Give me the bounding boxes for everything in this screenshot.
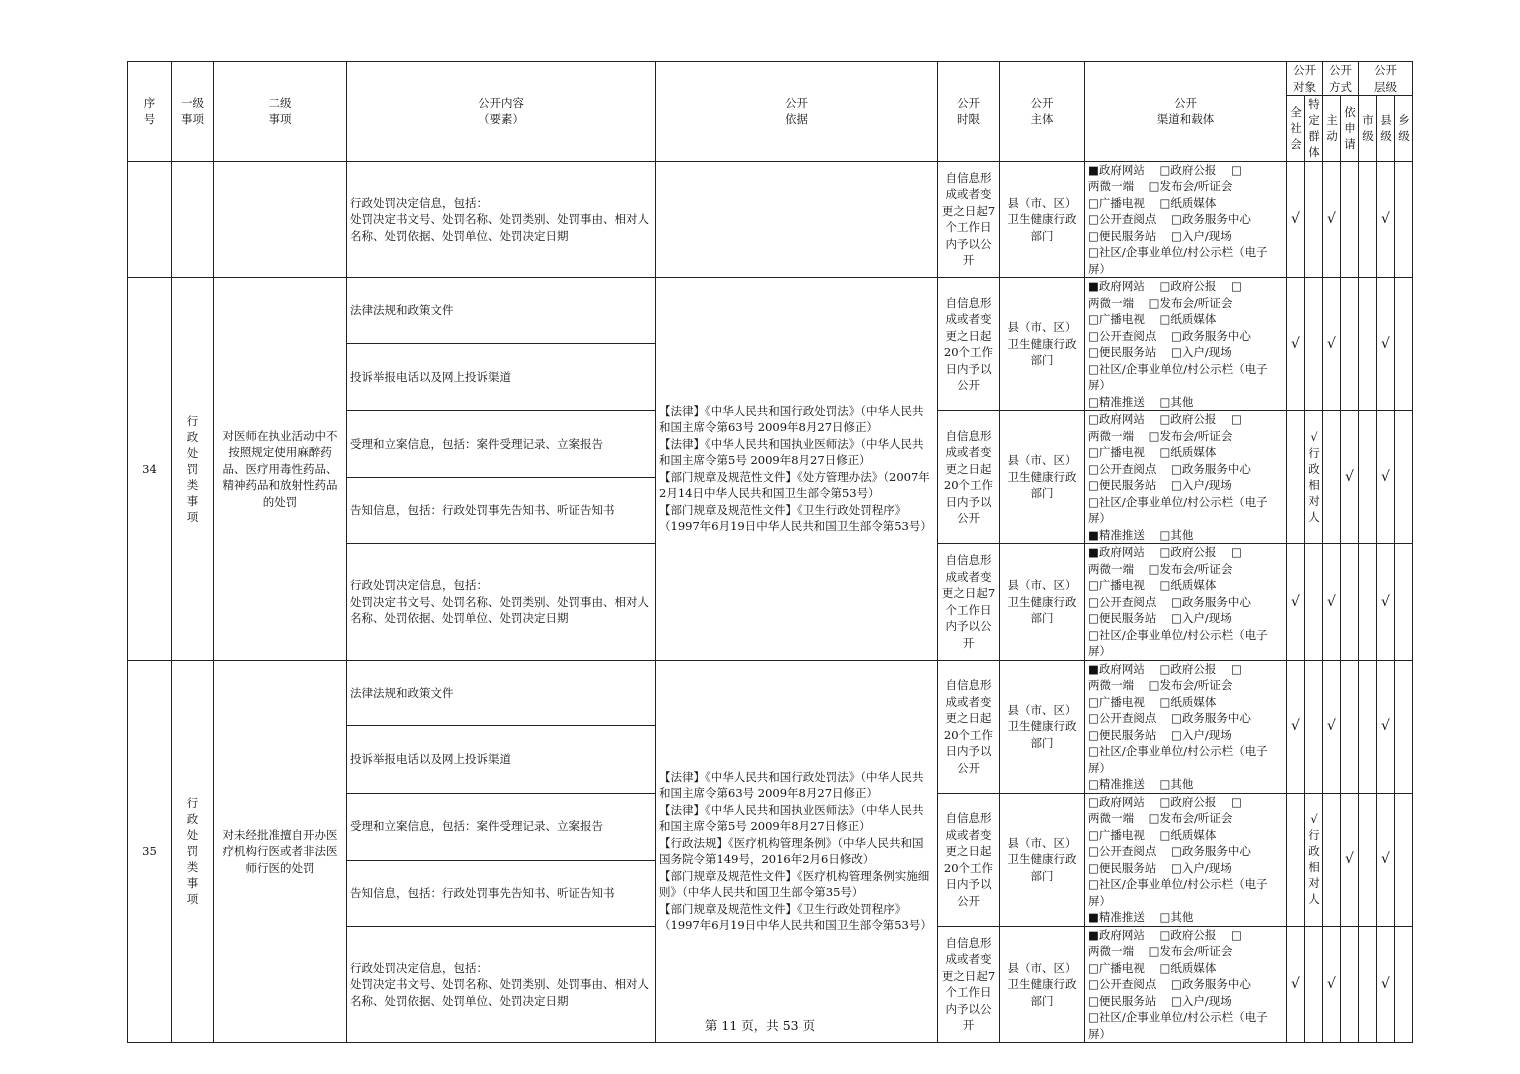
channel-cell: ■政府网站 □政府公报 □ 两微一端 □发布会/听证会 □广播电视 □纸质媒体 □公开查阅点 □政务服务中心 □便民服务站 □入户/现场 □社区/企事业单位/村公示栏（电子 屏） □精准推送 □其他 (1085, 278, 1287, 411)
subject-cell: 县（市、区）卫生健康行政部门 (1000, 926, 1085, 1043)
table-row (128, 660, 1413, 726)
header-level: 公开 层级 (1359, 62, 1413, 96)
header-level2: 二级 事项 (214, 62, 347, 162)
seq-cell (128, 161, 172, 278)
table-row (128, 278, 1413, 344)
header-level1: 一级 事项 (172, 62, 214, 162)
check-specific: √ 行 政 相 对 人 (1305, 793, 1323, 926)
content-cell: 法律法规和政策文件 (347, 278, 656, 344)
check-county: √ (1377, 161, 1395, 278)
check-active (1323, 793, 1341, 926)
check-all-society: √ (1287, 660, 1305, 793)
content-cell: 告知信息，包括：行政处罚事先告知书、听证告知书 (347, 860, 656, 926)
check-on-request: √ (1341, 793, 1359, 926)
content-cell: 行政处罚决定信息，包括： 处罚决定书文号、处罚名称、处罚类别、处罚事由、相对人名称、处罚依据、处罚单位、处罚决定日期 (347, 926, 656, 1043)
check-active: √ (1323, 544, 1341, 661)
check-county: √ (1377, 793, 1395, 926)
level2-cell: 对未经批准擅自开办医疗机构行医或者非法医师行医的处罚 (214, 660, 347, 1043)
check-specific: √ 行 政 相 对 人 (1305, 411, 1323, 544)
channel-cell: ■政府网站 □政府公报 □ 两微一端 □发布会/听证会 □广播电视 □纸质媒体 □公开查阅点 □政务服务中心 □便民服务站 □入户/现场 □社区/企事业单位/村公示栏（电子 屏） (1085, 161, 1287, 278)
content-cell: 告知信息，包括：行政处罚事先告知书、听证告知书 (347, 478, 656, 544)
content-cell: 受理和立案信息，包括：案件受理记录、立案报告 (347, 793, 656, 860)
seq-cell: 34 (128, 278, 172, 661)
header-seq: 序 号 (128, 62, 172, 162)
check-active (1323, 411, 1341, 544)
check-county: √ (1377, 544, 1395, 661)
time-cell: 自信息形成或者变更之日起20个工作日内予以公开 (938, 660, 1000, 793)
channel-cell: ■政府网站 □政府公报 □ 两微一端 □发布会/听证会 □广播电视 □纸质媒体 □公开查阅点 □政务服务中心 □便民服务站 □入户/现场 □社区/企事业单位/村公示栏（电子 屏） (1085, 544, 1287, 661)
check-on-request (1341, 278, 1359, 411)
subject-cell: 县（市、区）卫生健康行政部门 (1000, 544, 1085, 661)
header-on-request: 依申请 (1341, 96, 1359, 162)
check-township (1395, 161, 1413, 278)
check-county: √ (1377, 926, 1395, 1043)
basis-cell: 【法律】《中华人民共和国行政处罚法》（中华人民共和国主席令第63号 2009年8月27日修正） 【法律】《中华人民共和国执业医师法》（中华人民共和国主席令第5号 2009年8月27日修正） 【行政法规】《医疗机构管理条例》（中华人民共和国国务院令第149号，2016年2月6日修改） 【部门规章及规范性文件】《医疗机构管理条例实施细则》（中华人民共和国卫生部令第35号） 【部门规章及规范性文件】《卫生行政处罚程序》（1997年6月19日中华人民共和国卫生部令第53号） (656, 660, 938, 1043)
check-county: √ (1377, 660, 1395, 793)
check-on-request: √ (1341, 411, 1359, 544)
subject-cell: 县（市、区）卫生健康行政部门 (1000, 660, 1085, 793)
check-all-society (1287, 411, 1305, 544)
check-township (1395, 660, 1413, 793)
header-township: 乡级 (1395, 96, 1413, 162)
header-time: 公开 时限 (938, 62, 1000, 162)
check-city (1359, 161, 1377, 278)
header-method: 公开 方式 (1323, 62, 1359, 96)
check-city (1359, 278, 1377, 411)
subject-cell: 县（市、区）卫生健康行政部门 (1000, 278, 1085, 411)
check-all-society: √ (1287, 161, 1305, 278)
check-specific (1305, 544, 1323, 661)
header-all-society: 全社会 (1287, 96, 1305, 162)
check-active: √ (1323, 161, 1341, 278)
check-city (1359, 544, 1377, 661)
check-on-request (1341, 660, 1359, 793)
channel-cell: ■政府网站 □政府公报 □ 两微一端 □发布会/听证会 □广播电视 □纸质媒体 □公开查阅点 □政务服务中心 □便民服务站 □入户/现场 □社区/企事业单位/村公示栏（电子 屏） □精准推送 □其他 (1085, 660, 1287, 793)
content-cell: 法律法规和政策文件 (347, 660, 656, 726)
page-number: 第 11 页，共 53 页 (704, 1018, 816, 1033)
check-all-society (1287, 793, 1305, 926)
time-cell: 自信息形成或者变更之日起7个工作日内予以公开 (938, 544, 1000, 661)
disclosure-table (127, 61, 1413, 1043)
time-cell: 自信息形成或者变更之日起20个工作日内予以公开 (938, 278, 1000, 411)
content-cell: 行政处罚决定信息，包括： 处罚决定书文号、处罚名称、处罚类别、处罚事由、相对人名称、处罚依据、处罚单位、处罚决定日期 (347, 161, 656, 278)
subject-cell: 县（市、区）卫生健康行政部门 (1000, 793, 1085, 926)
basis-cell (656, 161, 938, 278)
content-cell: 行政处罚决定信息，包括： 处罚决定书文号、处罚名称、处罚类别、处罚事由、相对人名称、处罚依据、处罚单位、处罚决定日期 (347, 544, 656, 661)
check-active: √ (1323, 278, 1341, 411)
header-channel: 公开 渠道和载体 (1085, 62, 1287, 162)
content-cell: 受理和立案信息，包括：案件受理记录、立案报告 (347, 411, 656, 478)
header-target: 公开 对象 (1287, 62, 1323, 96)
seq-cell: 35 (128, 660, 172, 1043)
header-specific-group: 特定群体 (1305, 96, 1323, 162)
check-city (1359, 660, 1377, 793)
check-all-society: √ (1287, 926, 1305, 1043)
header-subject: 公开 主体 (1000, 62, 1085, 162)
check-township (1395, 544, 1413, 661)
check-specific (1305, 161, 1323, 278)
time-cell: 自信息形成或者变更之日起7个工作日内予以公开 (938, 161, 1000, 278)
check-city (1359, 411, 1377, 544)
subject-cell: 县（市、区）卫生健康行政部门 (1000, 411, 1085, 544)
time-cell: 自信息形成或者变更之日起20个工作日内予以公开 (938, 411, 1000, 544)
time-cell: 自信息形成或者变更之日起7个工作日内予以公开 (938, 926, 1000, 1043)
channel-cell: □政府网站 □政府公报 □ 两微一端 □发布会/听证会 □广播电视 □纸质媒体 □公开查阅点 □政务服务中心 □便民服务站 □入户/现场 □社区/企事业单位/村公示栏（电子 屏） ■精准推送 □其他 (1085, 793, 1287, 926)
level1-cell: 行政处罚类事项 (172, 278, 214, 661)
table-row (128, 161, 1413, 278)
header-basis: 公开 依据 (656, 62, 938, 162)
header-city: 市级 (1359, 96, 1377, 162)
check-city (1359, 793, 1377, 926)
basis-cell: 【法律】《中华人民共和国行政处罚法》（中华人民共和国主席令第63号 2009年8月27日修正） 【法律】《中华人民共和国执业医师法》（中华人民共和国主席令第5号 2009年8月27日修正） 【部门规章及规范性文件】《处方管理办法》（2007年2月14日中华人民共和国卫生部令第53号） 【部门规章及规范性文件】《卫生行政处罚程序》（1997年6月19日中华人民共和国卫生部令第53号） (656, 278, 938, 661)
channel-cell: ■政府网站 □政府公报 □ 两微一端 □发布会/听证会 □广播电视 □纸质媒体 □公开查阅点 □政务服务中心 □便民服务站 □入户/现场 □社区/企事业单位/村公示栏（电子 屏） (1085, 926, 1287, 1043)
header-content: 公开内容 （要素） (347, 62, 656, 162)
check-all-society: √ (1287, 278, 1305, 411)
time-cell: 自信息形成或者变更之日起20个工作日内予以公开 (938, 793, 1000, 926)
level1-cell (172, 161, 214, 278)
level1-cell: 行政处罚类事项 (172, 660, 214, 1043)
check-township (1395, 793, 1413, 926)
subject-cell: 县（市、区）卫生健康行政部门 (1000, 161, 1085, 278)
check-township (1395, 278, 1413, 411)
check-county: √ (1377, 411, 1395, 544)
level2-cell (214, 161, 347, 278)
content-cell: 投诉举报电话以及网上投诉渠道 (347, 343, 656, 410)
header-county: 县级 (1377, 96, 1395, 162)
check-specific (1305, 660, 1323, 793)
check-active: √ (1323, 926, 1341, 1043)
check-county: √ (1377, 278, 1395, 411)
check-on-request (1341, 544, 1359, 661)
check-on-request (1341, 161, 1359, 278)
channel-cell: □政府网站 □政府公报 □ 两微一端 □发布会/听证会 □广播电视 □纸质媒体 □公开查阅点 □政务服务中心 □便民服务站 □入户/现场 □社区/企事业单位/村公示栏（电子 屏） ■精准推送 □其他 (1085, 411, 1287, 544)
level2-cell: 对医师在执业活动中不按照规定使用麻醉药品、医疗用毒性药品、精神药品和放射性药品的处罚 (214, 278, 347, 661)
check-township (1395, 411, 1413, 544)
check-all-society: √ (1287, 544, 1305, 661)
header-active: 主动 (1323, 96, 1341, 162)
check-active: √ (1323, 660, 1341, 793)
check-specific (1305, 278, 1323, 411)
content-cell: 投诉举报电话以及网上投诉渠道 (347, 726, 656, 793)
